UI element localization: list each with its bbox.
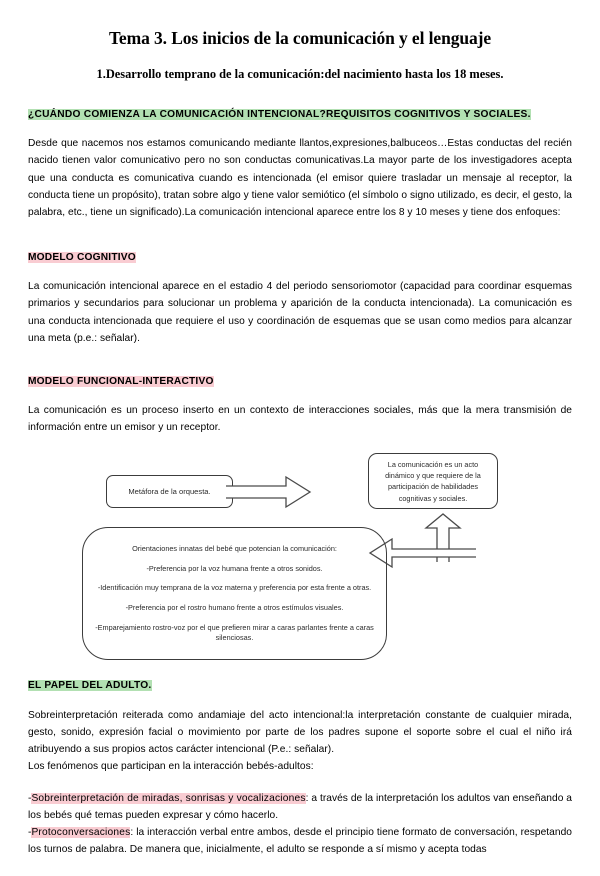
page-title: Tema 3. Los inicios de la comunicación y el lenguaje: [108, 28, 492, 48]
highlight-pink-funcional: MODELO FUNCIONAL-INTERACTIVO: [28, 375, 214, 387]
arrow-right-icon: [224, 472, 324, 512]
diagram-box-orientaciones: [82, 527, 387, 660]
bullet-dash: -: [28, 827, 32, 839]
diagram-box-acto-label: La comunicación es un acto dinámico y que requiere de la participación de habilidades cognitivas y sociales.: [385, 459, 481, 503]
bullet-body-protoconversaciones: : la interacción verbal entre ambos, desde el principio tiene formato de conversación, respetando los turnos de palabra. De manera que, inicialmente, el adulto se responde a sí mismo y acepta todas: [28, 827, 572, 856]
orientaciones-item: -Preferencia por el rostro humano frente a otros estímulos visuales.: [125, 602, 344, 612]
bullet-label-sobreinterpretacion: Sobreinterpretación de miradas, sonrisas y vocalizaciones: [31, 793, 306, 805]
orientaciones-item: -Identificación muy temprana de la voz materna y preferencia por esta frente a otras.: [97, 583, 372, 593]
diagram-box-acto: [368, 453, 498, 509]
paragraph-funcional: La comunicación es un proceso inserto en un contexto de interacciones sociales, más que la mera transmisión de información entre un emisor y un receptor.: [28, 405, 572, 434]
section-heading-adulto: [28, 675, 572, 693]
bullet-list-adulto: [28, 791, 572, 859]
orientaciones-item: -Preferencia por la voz humana frente a otros sonidos.: [146, 563, 323, 573]
paragraph-adulto-2: Los fenómenos que participan en la interacción bebés-adultos:: [28, 761, 314, 773]
paragraph-cuando: Desde que nacemos nos estamos comunicando mediante llantos,expresiones,balbuceos…Estas conductas del recién nacido tienen valor comunicativo pero no son conductas comunicativas.La mayor parte de los investigadores acepta que una conducta es comunicativa cuando es intencionada (el emisor quiere trasladar un mensaje al receptor, la conducta tiene un propósito), tratan sobre algo y tiene valor semiótico (el símbolo o signo utilizado, es decir, el gesto, la palabra, etc., tiene un significado).La comunicación intencional aparece entre los 8 y 10 meses y tiene dos enfoques:: [28, 138, 572, 218]
section-heading-cognitivo: [28, 247, 572, 265]
highlight-green-cuando: ¿CUÁNDO COMIENZA LA COMUNICACIÓN INTENCIONAL?REQUISITOS COGNITIVOS Y SOCIALES.: [28, 109, 531, 120]
bullet-label-protoconversaciones: Protoconversaciones: [31, 827, 131, 839]
orientaciones-title: Orientaciones innatas del bebé que potencian la comunicación:: [132, 544, 337, 554]
diagram-box-orquesta: [106, 475, 233, 508]
paragraph-cognitivo: La comunicación intencional aparece en el estadio 4 del periodo sensoriomotor (capacidad para coordinar esquemas primarios y secundarios para solucionar un problema y aparición de la conducta intencionada). La comunicación es una conducta intencionada que requiere el uso y coordinación de esquemas que se usan como medios para alcanzar una meta (p.e.: señalar).: [28, 281, 572, 344]
orientaciones-item: -Emparejamiento rostro-voz por el que prefieren mirar a caras parlantes frente a caras silenciosas.: [95, 622, 374, 643]
bullet-body-sobreinterpretacion: : a través de la interpretación los adultos van enseñando a los bebés qué temas pueden expresar y cómo hacerlo.: [28, 793, 572, 822]
section-heading-cuando: [28, 104, 572, 122]
page-subtitle: 1.Desarrollo temprano de la comunicación:del nacimiento hasta los 18 meses.: [96, 67, 504, 81]
communication-diagram: [28, 450, 572, 675]
paragraph-adulto-1: Sobreinterpretación reiterada como andamiaje del acto intencional:la interpretación constante de cualquier mirada, gesto, sonido, expresión facial o movimiento por parte de los padres supone el soporte sobre el cual el niño irá atribuyendo a sus propios actos carácter intencional (P.e.: señalar).: [28, 709, 572, 756]
highlight-green-adulto: EL PAPEL DEL ADULTO.: [28, 680, 152, 692]
bullet-dash: -: [28, 793, 32, 805]
highlight-pink-cognitivo: MODELO COGNITIVO: [28, 252, 136, 263]
document-page: [0, 28, 600, 876]
diagram-box-orquesta-label: Metáfora de la orquesta.: [128, 487, 211, 497]
section-heading-funcional: [28, 371, 572, 389]
